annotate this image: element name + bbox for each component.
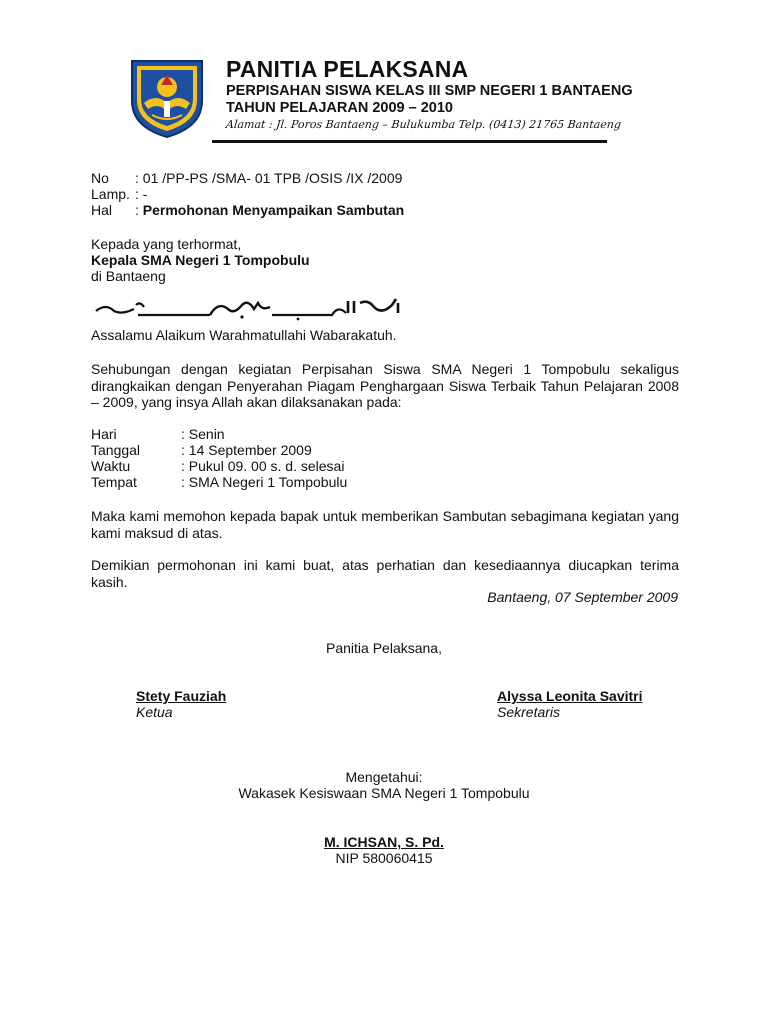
detail-label: Waktu bbox=[91, 458, 131, 474]
committee-label: Panitia Pelaksana, bbox=[326, 640, 442, 656]
signatory-left-name: Stety Fauziah bbox=[136, 688, 227, 704]
detail-row bbox=[91, 474, 347, 491]
org-subtitle-event: PERPISAHAN SISWA KELAS III SMP NEGERI 1 BANTAENG bbox=[226, 83, 633, 99]
detail-row bbox=[91, 426, 225, 443]
org-address: Alamat : Jl. Poros Bantaeng – Bulukumba Telp. (0413) 21765 Bantaeng bbox=[225, 118, 622, 131]
signatory-right-name: Alyssa Leonita Savitri bbox=[497, 688, 643, 704]
detail-label: Tempat bbox=[91, 474, 137, 490]
detail-label: Tanggal bbox=[91, 442, 141, 458]
detail-row bbox=[91, 458, 344, 475]
meta-lamp-row bbox=[91, 186, 147, 202]
signatory-right-role: Sekretaris bbox=[497, 704, 561, 720]
org-subtitle-year: TAHUN PELAJARAN 2009 – 2010 bbox=[226, 100, 453, 116]
detail-row bbox=[91, 442, 312, 459]
meta-hal-row bbox=[91, 202, 404, 218]
acknowledgement-name: M. ICHSAN, S. Pd. bbox=[324, 834, 444, 850]
signatory-left-role: Ketua bbox=[136, 704, 173, 720]
detail-label: Hari bbox=[91, 426, 117, 442]
meta-hal-colon: : bbox=[135, 202, 143, 218]
meta-lamp-value: : - bbox=[135, 186, 148, 202]
recipient-place: di Bantaeng bbox=[91, 268, 166, 284]
recipient-greeting: Kepada yang terhormat, bbox=[91, 236, 242, 252]
date-line: Bantaeng, 07 September 2009 bbox=[487, 589, 678, 605]
detail-value: : SMA Negeri 1 Tompobulu bbox=[181, 474, 348, 490]
header-divider bbox=[212, 140, 607, 143]
recipient-name: Kepala SMA Negeri 1 Tompobulu bbox=[91, 252, 310, 268]
meta-no-label: No bbox=[91, 170, 109, 186]
request-paragraph: Maka kami memohon kepada bapak untuk memberikan Sambutan sebagimana kegiatan yang kami maksud di atas. bbox=[91, 508, 679, 541]
closing-paragraph: Demikian permohonan ini kami buat, atas perhatian dan kesediaannya diucapkan terima kasih. bbox=[91, 557, 679, 590]
acknowledgement-position: Wakasek Kesiswaan SMA Negeri 1 Tompobulu bbox=[238, 785, 530, 801]
meta-hal-label: Hal bbox=[91, 202, 113, 218]
detail-value: : Pukul 09. 00 s. d. selesai bbox=[181, 458, 345, 474]
detail-value: : Senin bbox=[181, 426, 225, 442]
detail-value: : 14 September 2009 bbox=[181, 442, 312, 458]
opening-salutation: Assalamu Alaikum Warahmatullahi Wabarakatuh. bbox=[91, 327, 397, 343]
meta-no-row bbox=[91, 170, 402, 186]
meta-lamp-label: Lamp. bbox=[91, 186, 130, 202]
acknowledgement-nip: NIP 580060415 bbox=[335, 850, 433, 866]
meta-no-value: : 01 /PP-PS /SMA- 01 TPB /OSIS /IX /2009 bbox=[135, 170, 403, 186]
bismillah-calligraphy-icon bbox=[92, 295, 410, 321]
acknowledgement-label: Mengetahui: bbox=[345, 769, 423, 785]
tut-wuri-handayani-emblem-icon bbox=[128, 57, 206, 139]
org-title: PANITIA PELAKSANA bbox=[226, 56, 469, 82]
acknowledgement-name-row bbox=[0, 834, 768, 851]
meta-hal-value: Permohonan Menyampaikan Sambutan bbox=[142, 202, 405, 218]
body-paragraph: Sehubungan dengan kegiatan Perpisahan Siswa SMA Negeri 1 Tompobulu sekaligus dirangkaikan dengan Penyerahan Piagam Penghargaan Siswa Terbaik Tahun Pelajaran 2008 – 2009, yang insya Allah akan dilaksanakan pada: bbox=[91, 361, 679, 410]
